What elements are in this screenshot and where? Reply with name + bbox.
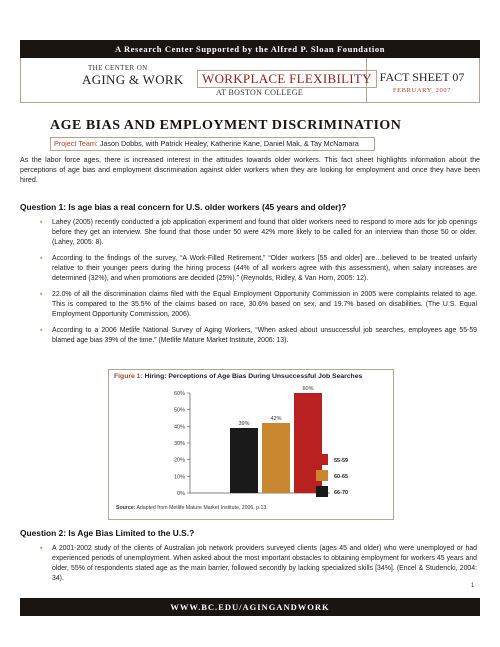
logo-center-on: THE CENTER ON [88,64,148,72]
project-team [50,137,375,151]
bullet-text: A 2001-2002 study of the clients of Australian job network providers surveyed clients (ages 45 and older) who were unemployed or had experienced periods of unemployment. When asked about the most important obstacles to obtaining employment for workers 45 years and older, 55% of respondents stated age as the main barrier, followed secondly by lacking specialized skills [34%]. (Encel & Studencki, 2004: 34). [52,545,477,582]
page-title: AGE BIAS AND EMPLOYMENT DISCRIMINATION [50,118,402,133]
list-item [40,326,477,346]
logo-aging-work: AGING & WORK [82,72,184,87]
y-tick-label: 20% [173,457,185,464]
legend-label: 55-59 [334,458,349,464]
source-text: Adapted from Metlife Mature Market Institute, 2006, p.13. [136,505,268,511]
bullet-icon: ▪ [40,291,43,298]
question-2-list [40,544,477,590]
figure-source [116,505,268,511]
y-tick-label: 60% [173,391,185,397]
bar-66-70 [230,428,258,493]
legend-swatch [316,470,328,481]
legend-swatch [316,454,328,465]
bar-chart [108,380,392,505]
y-tick-label: 50% [173,407,185,414]
bullet-icon: ▪ [40,545,43,552]
intro-paragraph: As the labor force ages, there is increased interest in the attitudes towards older workers. This fact sheet highlights information about the perceptions of age bias and employment discrimination against older workers when they are looking for employment and once they have been hired. [20,156,480,184]
bullet-text: According to a 2006 Metlife National Survey of Aging Workers, “When asked about unsuccessful job searches, employees age 55-59 blamed age bias 39% of the time.” (Metlife Mature Market Institute, 2006: 13). [52,327,477,344]
figure-label: Figure 1: [114,373,143,380]
y-tick-label: 30% [173,441,185,447]
list-item [40,254,477,284]
page-number: 1 [471,583,475,589]
bullet-text: 22.0% of all the discrimination claims filed with the Equal Employment Opportunity Commission in 2005 were complaints related to age. This is compared to the 35.5% of the claims based on race, 30.6% based on sex, and 19.7% based on disabilities. (The U.S. Equal Employment Opportunity Commission, 2006). [52,291,477,318]
project-team-members: Jason Dobbs, with Patrick Healey, Katherine Kane, Daniel Mak, & Tay McNamara [99,139,359,148]
list-item [40,290,477,320]
logo-workplace-flexibility: WORKPLACE FLEXIBILITY [197,70,377,88]
fact-sheet-number: FACT SHEET 07 [379,70,465,84]
bullet-text: Lahey (2005) recently conducted a job application experiment and found that older workers need to respond to more ads for job openings before they get an interview. She found that those under 50 were 42% more likely to be called for an interview than those 50 or older. (Lahey, 2005: 8). [52,219,477,246]
publication-date: FEBRUARY, 2007 [392,87,452,94]
bullet-icon: ▪ [40,219,43,226]
data-label: 42% [270,416,282,422]
legend-label: 60-65 [334,474,349,480]
question-1-heading: Question 1: Is age bias a real concern for U.S. older workers (45 years and older)? [20,202,347,212]
question-1-list [40,218,477,352]
source-label: Source: [116,505,136,511]
sponsor-bar: A Research Center Supported by the Alfred P. Sloan Foundation [20,40,480,58]
project-team-label: Project Team: [54,139,98,148]
bullet-text: According to the findings of the survey, “A Work-Filled Retirement,” “Older workers [55 and older] are…believed to be treated unfairly relative to their younger peers during the hiring process (44% of all workers agree with this assessment), when salary increases are determined (32%), and when promotions are decided (25%).” (Reynolds, Ridley, & Van Horn, 2005: 12). [52,255,477,282]
list-item [40,218,477,248]
data-label: 60% [302,386,314,392]
bullet-icon: ▪ [40,327,43,334]
footer-url[interactable]: WWW.BC.EDU/AGINGANDWORK [20,598,480,616]
y-tick-label: 40% [173,424,185,431]
legend-swatch [316,486,328,497]
bar-60-65 [262,423,290,493]
legend-label: 66-70 [334,490,349,496]
y-tick-label: 0% [177,491,185,497]
y-tick-label: 10% [173,474,185,481]
figure-caption: Hiring: Perceptions of Age Bias During Unsuccessful Job Searches [144,373,363,380]
question-2-heading: Question 2: Is Age Bias Limited to the U.S.? [20,528,195,538]
bullet-icon: ▪ [40,255,43,262]
list-item [40,544,477,584]
logo-boston-college: AT BOSTON COLLEGE [216,88,304,97]
figure-title [114,373,362,380]
data-label: 39% [238,421,250,427]
